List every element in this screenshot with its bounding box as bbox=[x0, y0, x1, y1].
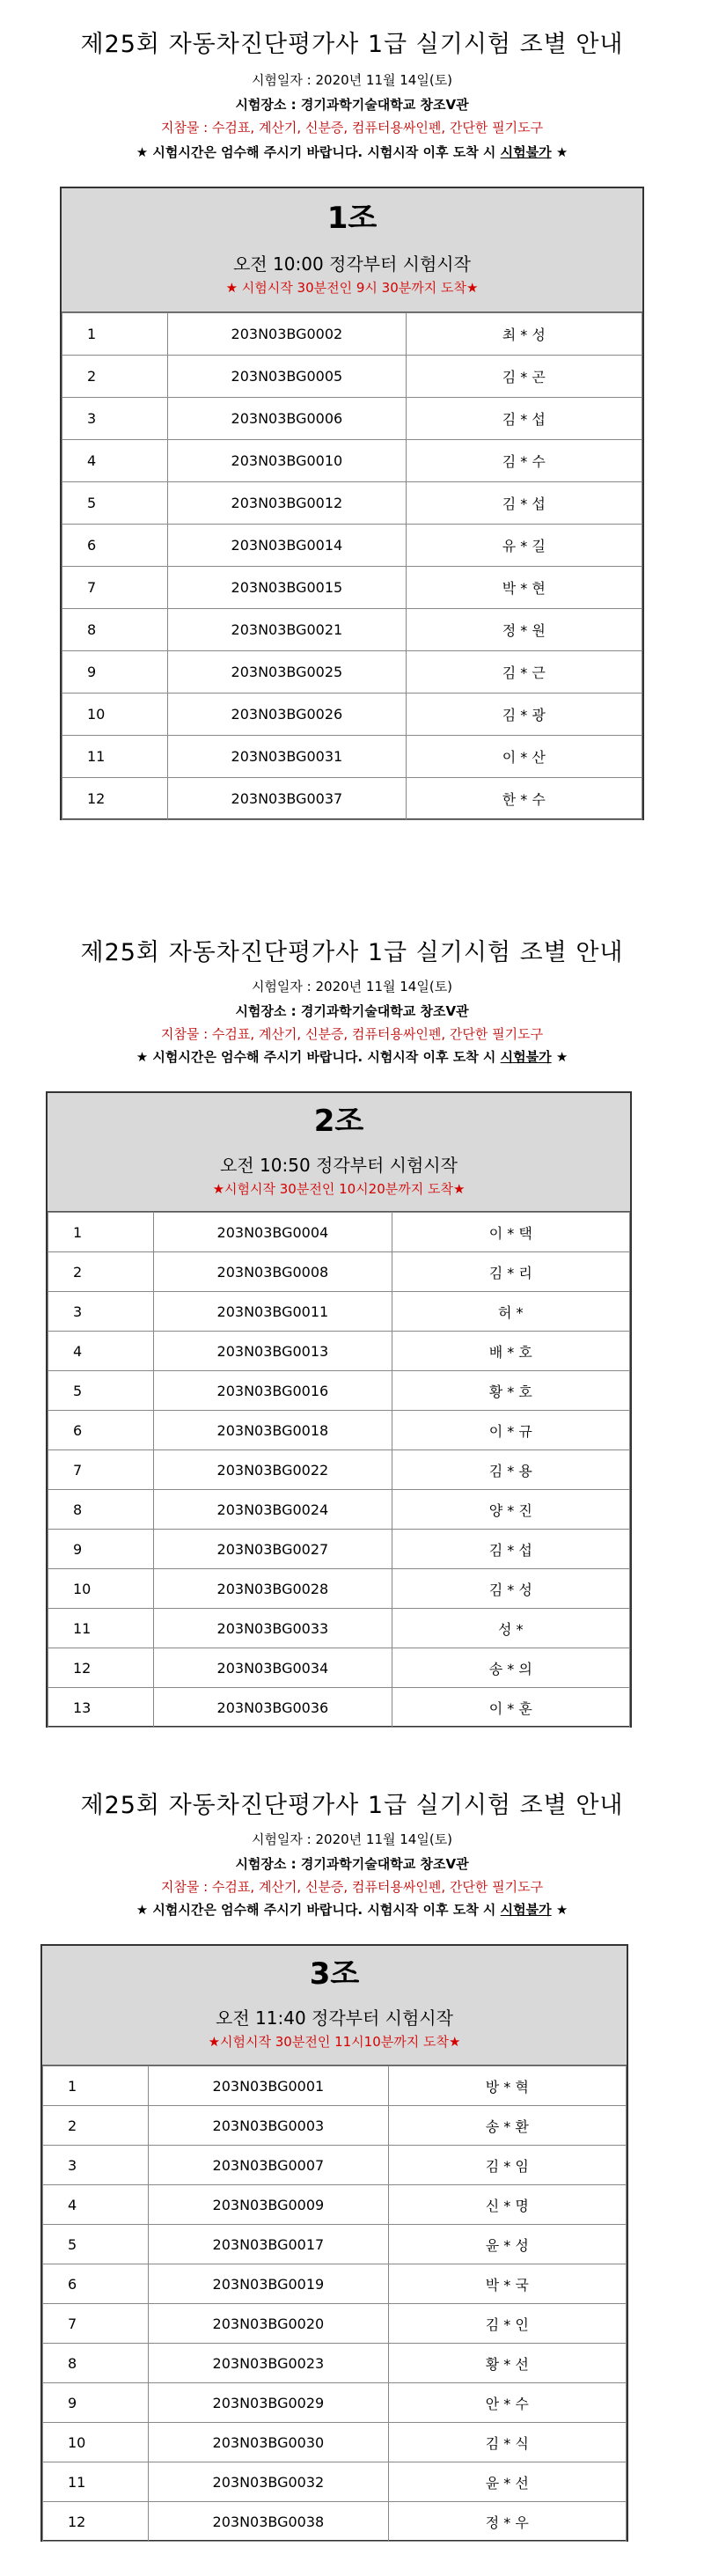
candidate-name: 김 * 섭 bbox=[406, 398, 642, 440]
notice-emphasis: 시험불가 bbox=[500, 1902, 552, 1918]
row-number: 13 bbox=[48, 1688, 154, 1728]
candidate-name: 양 * 진 bbox=[392, 1490, 629, 1530]
table-row bbox=[43, 2146, 627, 2185]
candidate-name: 김 * 섭 bbox=[406, 482, 642, 525]
required-items: 지참물 : 수검표, 계산기, 신분증, 컴퓨터용싸인펜, 간단한 필기도구 bbox=[160, 1879, 544, 1895]
row-number: 7 bbox=[62, 567, 168, 609]
notice-title: 제25회 자동차진단평가사 1급 실기시험 조별 안내 bbox=[80, 1792, 624, 1819]
table-row bbox=[43, 2344, 627, 2383]
arrival-notice: ★시험시작 30분전인 11시10분까지 도착★ bbox=[208, 2034, 461, 2050]
row-number: 12 bbox=[43, 2502, 149, 2542]
candidate-name: 배 * 호 bbox=[392, 1332, 629, 1371]
candidate-name: 이 * 훈 bbox=[392, 1688, 629, 1728]
candidate-name: 박 * 현 bbox=[406, 567, 642, 609]
exam-venue: 시험장소 : 경기과학기술대학교 창조V관 bbox=[235, 1856, 469, 1872]
candidate-name: 황 * 선 bbox=[388, 2344, 626, 2383]
candidate-name: 김 * 근 bbox=[406, 651, 642, 694]
notice-end: ★ bbox=[551, 1902, 568, 1918]
arrival-notice: ★시험시작 30분전인 10시20분까지 도착★ bbox=[212, 1181, 466, 1197]
row-number: 5 bbox=[62, 482, 168, 525]
exam-number: 203N03BG0024 bbox=[154, 1490, 392, 1530]
notice-text: ★ 시험시간은 엄수해 주시기 바랍니다. 시험시작 이후 도착 시 bbox=[136, 1902, 501, 1918]
row-number: 2 bbox=[43, 2106, 149, 2146]
start-time: 오전 11:40 정각부터 시험시작 bbox=[216, 2007, 453, 2029]
exam-number: 203N03BG0036 bbox=[154, 1688, 392, 1728]
exam-number: 203N03BG0032 bbox=[149, 2462, 388, 2502]
notice-title: 제25회 자동차진단평가사 1급 실기시험 조별 안내 bbox=[80, 939, 624, 966]
table-row bbox=[48, 1688, 630, 1728]
candidate-name: 김 * 인 bbox=[388, 2304, 626, 2344]
exam-number: 203N03BG0011 bbox=[154, 1292, 392, 1332]
row-number: 8 bbox=[43, 2344, 149, 2383]
required-items: 지참물 : 수검표, 계산기, 신분증, 컴퓨터용싸인펜, 간단한 필기도구 bbox=[160, 120, 544, 136]
group-section bbox=[0, 0, 704, 910]
table-row bbox=[43, 2383, 627, 2423]
candidate-name: 김 * 리 bbox=[392, 1252, 629, 1292]
exam-number: 203N03BG0014 bbox=[168, 525, 406, 567]
table-row bbox=[43, 2066, 627, 2106]
group-table-box bbox=[46, 1091, 632, 1728]
exam-number: 203N03BG0013 bbox=[154, 1332, 392, 1371]
table-row bbox=[62, 440, 642, 482]
notice-title: 제25회 자동차진단평가사 1급 실기시험 조별 안내 bbox=[80, 31, 624, 58]
exam-number: 203N03BG0008 bbox=[154, 1252, 392, 1292]
row-number: 6 bbox=[48, 1411, 154, 1450]
candidate-name: 송 * 의 bbox=[392, 1648, 629, 1688]
time-notice bbox=[0, 1900, 704, 1919]
group-label: 3조 bbox=[309, 1956, 360, 1992]
table-row bbox=[62, 525, 642, 567]
candidate-name: 이 * 택 bbox=[392, 1213, 629, 1252]
candidate-name: 윤 * 선 bbox=[388, 2462, 626, 2502]
table-row bbox=[48, 1213, 630, 1252]
table-row bbox=[43, 2225, 627, 2264]
candidate-name: 윤 * 성 bbox=[388, 2225, 626, 2264]
candidate-name: 이 * 규 bbox=[392, 1411, 629, 1450]
table-row bbox=[48, 1648, 630, 1688]
candidate-table bbox=[48, 1212, 630, 1728]
notice-text: ★ 시험시간은 엄수해 주시기 바랍니다. 시험시작 이후 도착 시 bbox=[136, 144, 501, 160]
start-time: 오전 10:50 정각부터 시험시작 bbox=[220, 1155, 458, 1176]
group-table-box bbox=[60, 187, 644, 820]
candidate-name: 김 * 성 bbox=[392, 1569, 629, 1609]
table-row bbox=[48, 1569, 630, 1609]
exam-number: 203N03BG0017 bbox=[149, 2225, 388, 2264]
group-label: 1조 bbox=[326, 201, 378, 236]
exam-number: 203N03BG0019 bbox=[149, 2264, 388, 2304]
candidate-name: 방 * 혁 bbox=[388, 2066, 626, 2106]
table-row bbox=[48, 1252, 630, 1292]
group-header bbox=[48, 1093, 630, 1212]
candidate-name: 김 * 용 bbox=[392, 1450, 629, 1490]
row-number: 5 bbox=[48, 1371, 154, 1411]
row-number: 6 bbox=[62, 525, 168, 567]
exam-number: 203N03BG0002 bbox=[168, 313, 406, 356]
row-number: 10 bbox=[48, 1569, 154, 1609]
exam-number: 203N03BG0018 bbox=[154, 1411, 392, 1450]
table-row bbox=[62, 482, 642, 525]
row-number: 2 bbox=[62, 356, 168, 398]
exam-number: 203N03BG0037 bbox=[168, 778, 406, 820]
exam-number: 203N03BG0038 bbox=[149, 2502, 388, 2542]
candidate-name: 안 * 수 bbox=[388, 2383, 626, 2423]
exam-number: 203N03BG0029 bbox=[149, 2383, 388, 2423]
candidate-name: 황 * 호 bbox=[392, 1371, 629, 1411]
table-row bbox=[48, 1292, 630, 1332]
exam-number: 203N03BG0023 bbox=[149, 2344, 388, 2383]
exam-number: 203N03BG0030 bbox=[149, 2423, 388, 2462]
exam-number: 203N03BG0006 bbox=[168, 398, 406, 440]
row-number: 11 bbox=[62, 736, 168, 778]
row-number: 2 bbox=[48, 1252, 154, 1292]
row-number: 9 bbox=[62, 651, 168, 694]
group-table-box bbox=[40, 1944, 628, 2542]
exam-number: 203N03BG0016 bbox=[154, 1371, 392, 1411]
row-number: 3 bbox=[62, 398, 168, 440]
exam-number: 203N03BG0031 bbox=[168, 736, 406, 778]
group-header bbox=[62, 188, 642, 312]
exam-number: 203N03BG0010 bbox=[168, 440, 406, 482]
table-row bbox=[62, 651, 642, 694]
table-row bbox=[43, 2264, 627, 2304]
row-number: 11 bbox=[43, 2462, 149, 2502]
exam-number: 203N03BG0022 bbox=[154, 1450, 392, 1490]
row-number: 4 bbox=[43, 2185, 149, 2225]
table-row bbox=[62, 778, 642, 820]
exam-number: 203N03BG0004 bbox=[154, 1213, 392, 1252]
table-row bbox=[62, 356, 642, 398]
exam-number: 203N03BG0033 bbox=[154, 1609, 392, 1648]
exam-number: 203N03BG0009 bbox=[149, 2185, 388, 2225]
table-row bbox=[43, 2106, 627, 2146]
row-number: 6 bbox=[43, 2264, 149, 2304]
table-row bbox=[62, 609, 642, 651]
candidate-name: 최 * 성 bbox=[406, 313, 642, 356]
row-number: 7 bbox=[48, 1450, 154, 1490]
time-notice bbox=[0, 143, 704, 161]
exam-number: 203N03BG0027 bbox=[154, 1530, 392, 1569]
row-number: 10 bbox=[43, 2423, 149, 2462]
candidate-name: 김 * 광 bbox=[406, 694, 642, 736]
time-notice bbox=[0, 1047, 704, 1066]
candidate-name: 김 * 곤 bbox=[406, 356, 642, 398]
table-row bbox=[62, 313, 642, 356]
group-header bbox=[42, 1946, 627, 2066]
candidate-name: 송 * 환 bbox=[388, 2106, 626, 2146]
row-number: 4 bbox=[48, 1332, 154, 1371]
exam-date: 시험일자 : 2020년 11월 14일(토) bbox=[251, 979, 453, 994]
notice-end: ★ bbox=[551, 1049, 568, 1065]
group-section bbox=[0, 1765, 704, 2576]
table-row bbox=[43, 2502, 627, 2542]
exam-number: 203N03BG0012 bbox=[168, 482, 406, 525]
candidate-name: 김 * 섭 bbox=[392, 1530, 629, 1569]
notice-emphasis: 시험불가 bbox=[500, 144, 552, 160]
group-section bbox=[0, 910, 704, 1765]
row-number: 3 bbox=[43, 2146, 149, 2185]
row-number: 9 bbox=[43, 2383, 149, 2423]
candidate-name: 정 * 원 bbox=[406, 609, 642, 651]
table-row bbox=[62, 567, 642, 609]
row-number: 9 bbox=[48, 1530, 154, 1569]
row-number: 1 bbox=[48, 1213, 154, 1252]
exam-number: 203N03BG0015 bbox=[168, 567, 406, 609]
row-number: 10 bbox=[62, 694, 168, 736]
candidate-name: 김 * 수 bbox=[406, 440, 642, 482]
row-number: 1 bbox=[43, 2066, 149, 2106]
exam-number: 203N03BG0007 bbox=[149, 2146, 388, 2185]
exam-number: 203N03BG0034 bbox=[154, 1648, 392, 1688]
table-row bbox=[48, 1609, 630, 1648]
group-label: 2조 bbox=[313, 1104, 364, 1139]
table-row bbox=[62, 398, 642, 440]
notice-end: ★ bbox=[551, 144, 568, 160]
exam-number: 203N03BG0021 bbox=[168, 609, 406, 651]
exam-number: 203N03BG0005 bbox=[168, 356, 406, 398]
candidate-name: 유 * 길 bbox=[406, 525, 642, 567]
row-number: 3 bbox=[48, 1292, 154, 1332]
row-number: 4 bbox=[62, 440, 168, 482]
row-number: 11 bbox=[48, 1609, 154, 1648]
notice-emphasis: 시험불가 bbox=[500, 1049, 552, 1065]
exam-number: 203N03BG0026 bbox=[168, 694, 406, 736]
table-row bbox=[43, 2462, 627, 2502]
table-row bbox=[62, 736, 642, 778]
start-time: 오전 10:00 정각부터 시험시작 bbox=[233, 253, 471, 275]
table-row bbox=[48, 1371, 630, 1411]
table-row bbox=[48, 1411, 630, 1450]
exam-date: 시험일자 : 2020년 11월 14일(토) bbox=[251, 72, 453, 88]
candidate-name: 성 * bbox=[392, 1609, 629, 1648]
exam-number: 203N03BG0025 bbox=[168, 651, 406, 694]
candidate-name: 허 * bbox=[392, 1292, 629, 1332]
candidate-name: 박 * 국 bbox=[388, 2264, 626, 2304]
exam-number: 203N03BG0001 bbox=[149, 2066, 388, 2106]
candidate-name: 김 * 식 bbox=[388, 2423, 626, 2462]
table-row bbox=[43, 2185, 627, 2225]
candidate-name: 정 * 우 bbox=[388, 2502, 626, 2542]
required-items: 지참물 : 수검표, 계산기, 신분증, 컴퓨터용싸인펜, 간단한 필기도구 bbox=[160, 1026, 544, 1042]
exam-date: 시험일자 : 2020년 11월 14일(토) bbox=[251, 1831, 453, 1847]
arrival-notice: ★ 시험시작 30분전인 9시 30분까지 도착★ bbox=[225, 280, 479, 296]
row-number: 1 bbox=[62, 313, 168, 356]
row-number: 12 bbox=[48, 1648, 154, 1688]
table-row bbox=[48, 1332, 630, 1371]
exam-venue: 시험장소 : 경기과학기술대학교 창조V관 bbox=[235, 1003, 469, 1019]
candidate-table bbox=[62, 312, 642, 820]
table-row bbox=[48, 1450, 630, 1490]
row-number: 5 bbox=[43, 2225, 149, 2264]
table-row bbox=[43, 2423, 627, 2462]
exam-number: 203N03BG0028 bbox=[154, 1569, 392, 1609]
notice-text: ★ 시험시간은 엄수해 주시기 바랍니다. 시험시작 이후 도착 시 bbox=[136, 1049, 501, 1065]
table-row bbox=[62, 694, 642, 736]
exam-number: 203N03BG0003 bbox=[149, 2106, 388, 2146]
row-number: 8 bbox=[48, 1490, 154, 1530]
candidate-name: 한 * 수 bbox=[406, 778, 642, 820]
table-row bbox=[48, 1530, 630, 1569]
exam-number: 203N03BG0020 bbox=[149, 2304, 388, 2344]
row-number: 8 bbox=[62, 609, 168, 651]
row-number: 7 bbox=[43, 2304, 149, 2344]
candidate-name: 신 * 명 bbox=[388, 2185, 626, 2225]
candidate-name: 김 * 임 bbox=[388, 2146, 626, 2185]
row-number: 12 bbox=[62, 778, 168, 820]
candidate-table bbox=[42, 2066, 627, 2542]
candidate-name: 이 * 산 bbox=[406, 736, 642, 778]
table-row bbox=[48, 1490, 630, 1530]
exam-venue: 시험장소 : 경기과학기술대학교 창조V관 bbox=[235, 97, 469, 113]
table-row bbox=[43, 2304, 627, 2344]
